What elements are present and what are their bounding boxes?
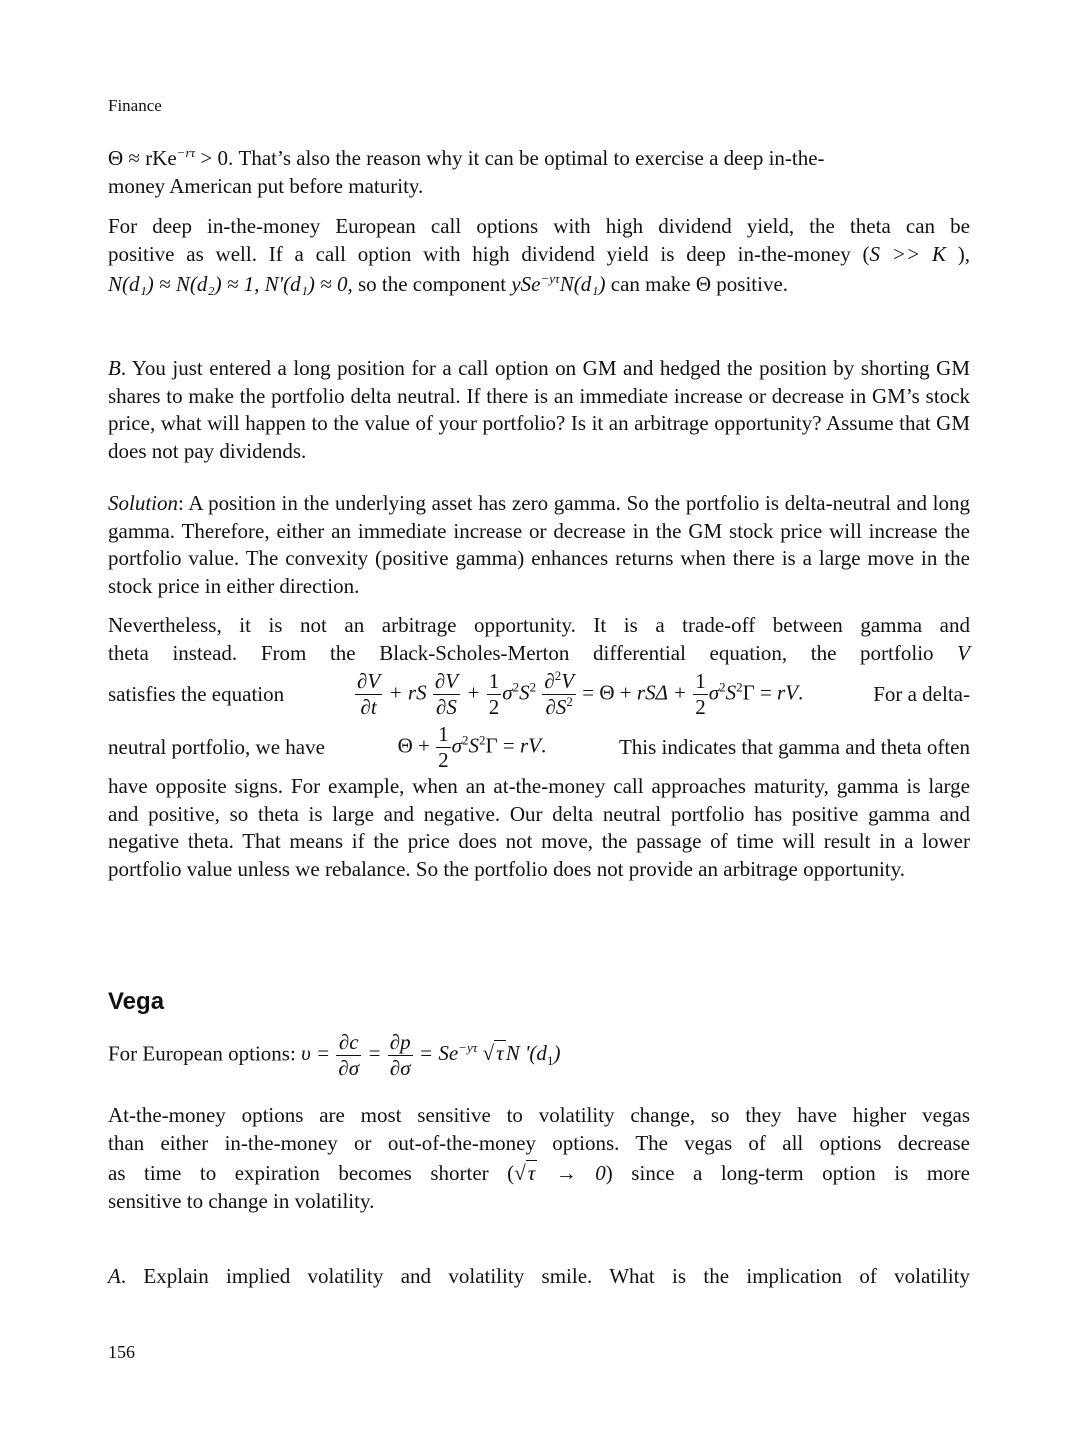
question-b: B. You just entered a long position for a call option on GM and hedged the position by shorting GM shares to make the portfolio delta neutral. If there is an immediate increase or decrease in GM’s stock price, what will happen to the value of your portfolio? Is it an arbitrage opportunity? Assume that GM does not pay dividends. bbox=[108, 356, 970, 463]
page-number: 156 bbox=[108, 1342, 135, 1362]
section-heading-vega: Vega bbox=[108, 988, 165, 1015]
dividend-component: ySe$^{-y\tau}$N(d₁) bbox=[511, 271, 606, 296]
running-header: Finance bbox=[108, 96, 162, 115]
nd-approx: N(d₁) ≈ N(d₂) ≈ 1, N'(d₁) ≈ 0, bbox=[108, 272, 353, 296]
question-a: A. Explain implied volatility and volatility smile. What is the implication of volatility bbox=[108, 1264, 970, 1288]
theta-inequality: Θ ≈ rKe$^{-r\tau}$ > 0. bbox=[108, 145, 234, 170]
solution-paragraph: Solution: A position in the underlying asset has zero gamma. So the portfolio is delta-neutral and long gamma. Therefore, either an immediate increase or decrease in the GM stock price will increase the portfolio value. The convexity (positive gamma) enhances returns when there is a large move in the stock price in either direction. bbox=[108, 491, 970, 598]
paragraph-theta-put: Θ ≈ rKe$^{-r\tau}$ > 0. That’s also the reason why it can be optimal to exercise a deep in-the- money American put before maturity. bbox=[108, 145, 825, 198]
neutral-equation-line: neutral portfolio, we have Θ + $\frac{1}{2}$ $\sigma^2S^2\Gamma$ = rV. This indicates that gamma and theta often bbox=[108, 722, 970, 772]
vega-paragraph: At-the-money options are most sensitive to volatility change, so they have higher vegas than either in-the-money or out-of-the-money options. The vegas of all options decrease as time to expiration becomes shorter (√τ → 0) since a long-term option is more sensitive to change in volatility. bbox=[108, 1103, 971, 1213]
bsm-equation-line: satisfies the equation $\frac{\partial V}{\partial t}$ + rS $\frac{\partial V}{\partial S}$ + $\frac{1}{2}$ $\sigma^2S^2$ $\frac{\partial^2V}{\partial S^2}$ = Θ + rSΔ + $\frac{1}{2}$ $\sigma^2S^2\Gamma$ = rV. For a delta- bbox=[108, 668, 970, 719]
paragraph-nevertheless: Nevertheless, it is not an arbitrage opportunity. It is a trade-off between gamma and theta instead. From the Black-Scholes-Merton differential equation, the portfolio V satisfies the equation $\frac{\partial V}{\partial t}$ + rS $\frac{\partial V}{\partial S}$ + $\frac{1}{2}$ $\sigma^2S^2$ $\frac{\partial^2V}{\partial S^2}$ = Θ + rSΔ + $\frac{1}{2}$ $\sigma^2S^2\Gamma$ = rV. For a delta- neutral portfolio, we have Θ + $\frac{1}{2}$ $\sigma^2S^2\Gamma$ = rV. This indicates that gamma and theta often have opposite signs. For example, when an at-the-money call approaches maturity, gamma is large and positive, so theta is large and negative. Our delta neutral portfolio has positive gamma and negative theta. That means if the price does not move, the passage of time will result in a lower portfolio value unless we rebalance. So the portfolio does not provide an arbitrage opportunity. bbox=[108, 613, 970, 881]
paragraph-deep-itm-call: For deep in-the-money European call options with high dividend yield, the theta can be positive as well. If a call option with high dividend yield is deep in-the-money (S >> K ), N(d₁) ≈ N(d₂) ≈ 1, N'(d₁) ≈ 0, so the component ySe$^{-y\tau}$N(d₁) can make Θ positive. bbox=[108, 214, 970, 296]
bsm-equation: $\frac{\partial V}{\partial t}$ + rS $\frac{\partial V}{\partial S}$ + $\frac{1}{2}$ $\sigma^2S^2$ $\frac{\partial^2V}{\partial S^2}$ = Θ + rSΔ + $\frac{1}{2}$ $\sigma^2S^2\Gamma$ = rV. bbox=[357, 668, 804, 719]
neutral-equation: Θ + $\frac{1}{2}$ $\sigma^2S^2\Gamma$ = rV. bbox=[397, 722, 547, 772]
vega-formula: υ = $\frac{\partial c}{\partial\sigma}$ = $\frac{\partial p}{\partial\sigma}$ = $Se^{-y\tau}$ √τN '$(d_1)$ bbox=[301, 1030, 561, 1080]
vega-formula-line: For European options: υ = $\frac{\partial c}{\partial\sigma}$ = $\frac{\partial p}{\partial\sigma}$ = $Se^{-y\tau}$ √τN '$(d_1)$ bbox=[108, 1030, 561, 1080]
